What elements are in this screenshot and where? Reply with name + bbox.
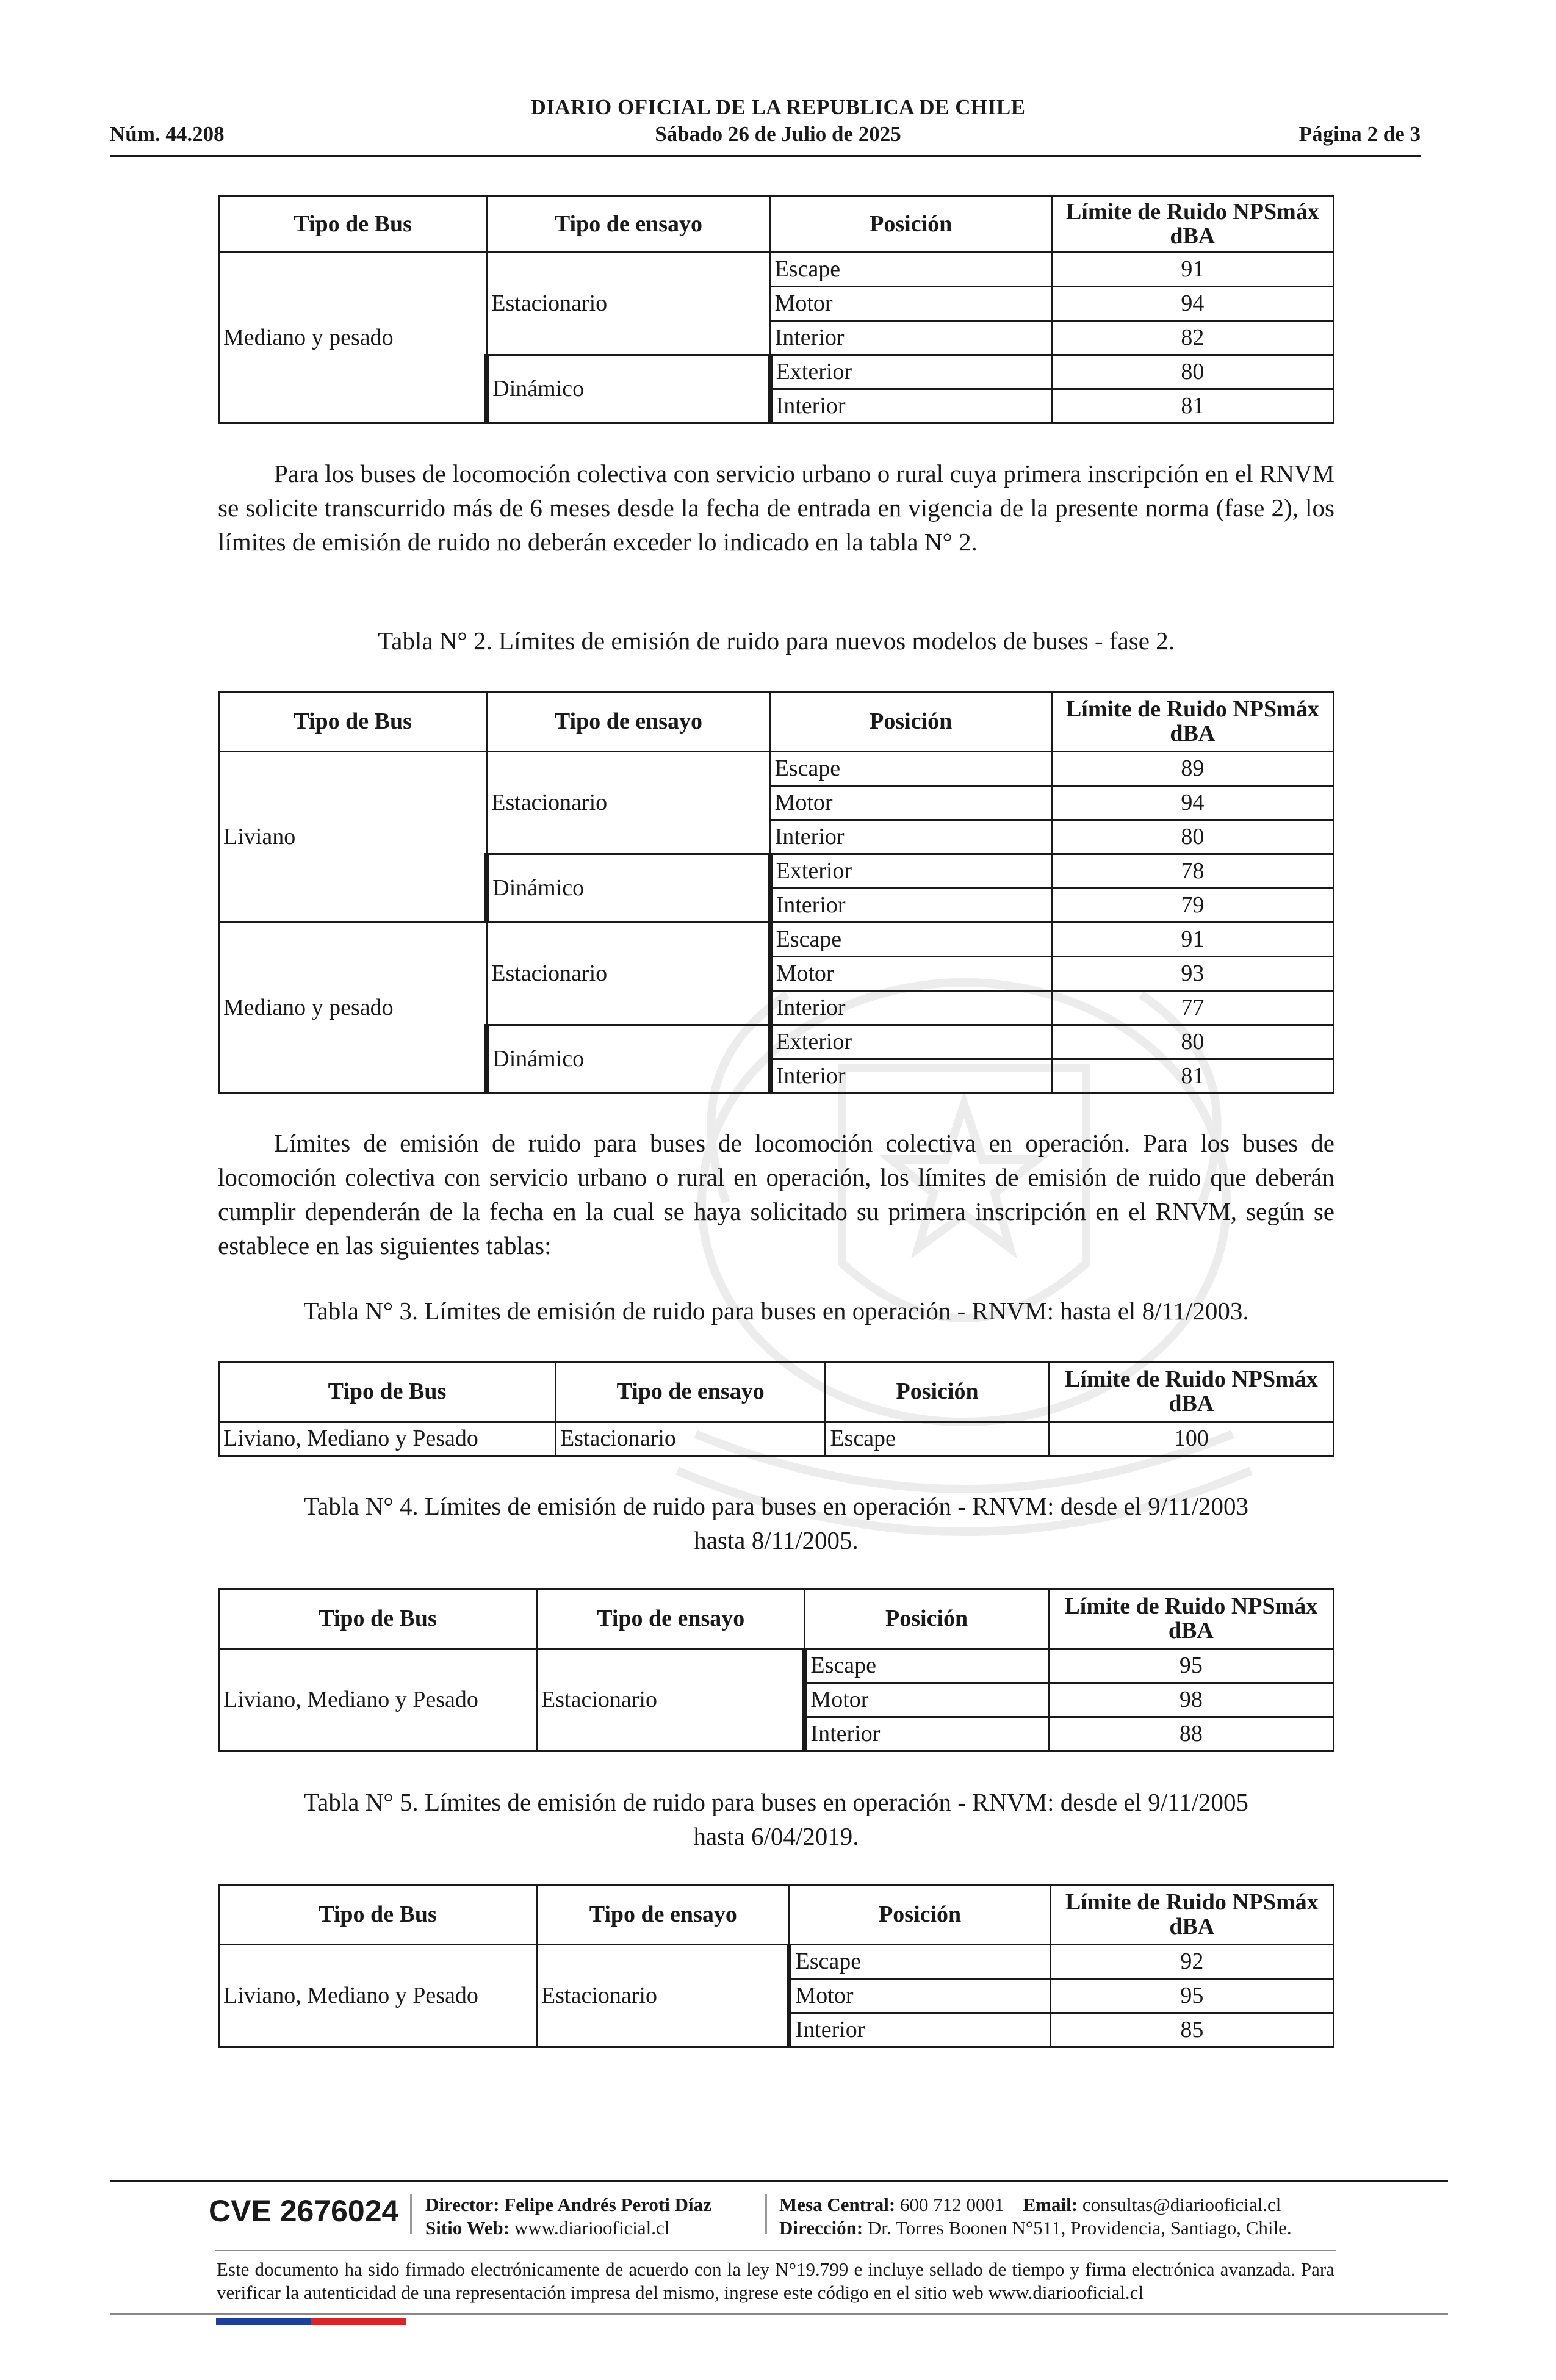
cell-bus-type: Liviano, Mediano y Pesado [219,1422,556,1456]
cell-limit: 93 [1051,957,1333,991]
table-4-caption: Tabla N° 4. Límites de emisión de ruido para buses en operación - RNVM: desde el 9/11/2003 hasta 8/11/2005. [303,1492,1248,1554]
footer-separator [765,2194,767,2234]
cell-position: Escape [826,1422,1049,1456]
issue-date: Sábado 26 de Julio de 2025 [655,122,901,146]
cell-limit: 94 [1051,786,1333,820]
cell-position: Exterior [770,854,1051,889]
table-1 [218,195,1334,424]
cell-position: Motor [770,786,1051,820]
col-posicion: Posición [770,197,1051,253]
cell-limit: 80 [1051,1025,1333,1059]
col-tipo-ensayo: Tipo de ensayo [487,692,770,752]
cell-bus-type: Liviano, Mediano y Pesado [219,1945,537,2047]
table-4 [218,1588,1334,1752]
cell-limit: 91 [1051,923,1333,957]
cve-code: CVE 2676024 [209,2194,399,2228]
newspaper-title: DIARIO OFICIAL DE LA REPUBLICA DE CHILE [530,95,1026,119]
cell-limit: 100 [1049,1422,1333,1456]
cell-bus-type: Liviano, Mediano y Pesado [219,1649,537,1751]
cell-test-type: Estacionario [537,1649,805,1751]
table-2-caption: Tabla N° 2. Límites de emisión de ruido para nuevos modelos de buses - fase 2. [378,627,1175,655]
cell-limit: 91 [1051,253,1333,287]
cell-test-type: Dinámico [487,355,770,424]
cell-test-type: Estacionario [487,752,770,854]
cell-position: Escape [790,1945,1050,1979]
cell-limit: 81 [1051,389,1333,424]
col-tipo-ensayo: Tipo de ensayo [487,197,770,253]
cell-test-type: Estacionario [537,1945,790,2047]
cell-test-type: Dinámico [487,854,770,923]
cell-position: Motor [770,957,1051,991]
cell-limit: 80 [1051,820,1333,854]
flag-stripe [216,2318,406,2325]
cell-limit: 82 [1051,321,1333,355]
cell-position: Escape [770,923,1051,957]
col-tipo-ensayo: Tipo de ensayo [537,1885,790,1945]
issue-number: Núm. 44.208 [110,122,225,146]
col-limite: Límite de Ruido NPSmáx dBA [1050,1885,1333,1945]
cell-limit: 92 [1050,1945,1333,1979]
cell-bus-type: Liviano [219,752,487,923]
paragraph-operacion: Límites de emisión de ruido para buses de locomoción colectiva en operación. Para los buses de locomoción colectiva con servicio urbano o rural en operación, los límites de emisión de ruido que deberán cumplir dependerán de la fecha en la cual se haya solicitado su primera inscripción en el RNVM, según se establece en las siguientes tablas: [218,1129,1334,1260]
paragraph-fase-2: Para los buses de locomoción colectiva con servicio urbano o rural cuya primera inscripción en el RNVM se solicite transcurrido más de 6 meses desde la fecha de entrada en vigencia de la presente norma (fase 2), los límites de emisión de ruido no deberán exceder lo indicado en la tabla N° 2. [218,460,1334,556]
cell-limit: 89 [1051,752,1333,786]
col-limite: Límite de Ruido NPSmáx dBA [1051,692,1333,752]
cell-limit: 88 [1048,1717,1333,1751]
cell-position: Motor [770,287,1051,321]
cell-limit: 80 [1051,355,1333,389]
cell-position: Exterior [770,355,1051,389]
footer-signature-note: Este documento ha sido firmado electrónicamente de acuerdo con la ley N°19.799 e incluye sellado de tiempo y firma electrónica avanzada. Para verificar la autenticidad de una representación impresa del mismo, ingrese este código en el sitio web www.diariooficial.cl [217,2259,1334,2303]
cell-position: Interior [770,820,1051,854]
cell-limit: 78 [1051,854,1333,889]
flag-red-stripe [311,2318,406,2325]
website-link[interactable]: www.diariooficial.cl [514,2217,670,2238]
col-posicion: Posición [790,1885,1050,1945]
footer-separator [410,2194,412,2234]
col-tipo-bus: Tipo de Bus [219,197,487,253]
footer-inner-divider [215,2250,1336,2251]
col-tipo-bus: Tipo de Bus [219,692,487,752]
table-3-caption: Tabla N° 3. Límites de emisión de ruido para buses en operación - RNVM: hasta el 8/11/2003. [303,1297,1249,1325]
col-posicion: Posición [805,1589,1048,1649]
col-tipo-bus: Tipo de Bus [219,1362,556,1422]
table-5-caption: Tabla N° 5. Límites de emisión de ruido para buses en operación - RNVM: desde el 9/11/2005 hasta 6/04/2019. [303,1788,1248,1850]
col-limite: Límite de Ruido NPSmáx dBA [1049,1362,1333,1422]
col-limite: Límite de Ruido NPSmáx dBA [1051,197,1333,253]
cell-limit: 95 [1050,1979,1333,2013]
flag-blue-stripe [216,2318,311,2325]
cell-position: Motor [790,1979,1050,2013]
col-limite: Límite de Ruido NPSmáx dBA [1048,1589,1333,1649]
cell-position: Exterior [770,1025,1051,1059]
table-5 [218,1884,1334,2048]
footer-director-block: Director: Felipe Andrés Peroti Díaz Sitio Web: www.diariooficial.cl [425,2194,711,2238]
footer-bottom-divider [110,2313,1448,2315]
cell-limit: 81 [1051,1059,1333,1094]
cell-position: Interior [770,889,1051,923]
cell-bus-type: Mediano y pesado [219,253,487,424]
col-tipo-ensayo: Tipo de ensayo [537,1589,805,1649]
email-link[interactable]: consultas@diariooficial.cl [1082,2194,1281,2215]
table-3 [218,1361,1334,1457]
cell-position: Escape [770,752,1051,786]
cell-position: Interior [790,2013,1050,2047]
page-number: Página 2 de 3 [1298,122,1421,146]
cell-position: Escape [770,253,1051,287]
col-posicion: Posición [826,1362,1049,1422]
header-divider [110,155,1421,157]
footer-divider [110,2180,1448,2182]
cell-position: Escape [805,1649,1048,1683]
cell-position: Interior [770,389,1051,424]
footer-contact-block: Mesa Central: 600 712 0001 Email: consultas@diariooficial.cl Dirección: Dr. Torres Boonen N°511, Providencia, Santiago, Chile. [779,2194,1292,2238]
cell-test-type: Estacionario [487,923,770,1025]
cell-test-type: Dinámico [487,1025,770,1094]
cell-position: Interior [770,321,1051,355]
cell-limit: 95 [1048,1649,1333,1683]
cell-position: Interior [770,991,1051,1025]
cell-position: Interior [770,1059,1051,1094]
col-tipo-bus: Tipo de Bus [219,1589,537,1649]
cell-test-type: Estacionario [487,253,770,355]
cell-position: Interior [805,1717,1048,1751]
table-2 [218,691,1334,1094]
col-tipo-bus: Tipo de Bus [219,1885,537,1945]
cell-test-type: Estacionario [555,1422,825,1456]
cell-limit: 77 [1051,991,1333,1025]
cell-limit: 79 [1051,889,1333,923]
cell-limit: 98 [1048,1683,1333,1717]
cell-position: Motor [805,1683,1048,1717]
cell-limit: 85 [1050,2013,1333,2047]
cell-limit: 94 [1051,287,1333,321]
col-tipo-ensayo: Tipo de ensayo [555,1362,825,1422]
col-posicion: Posición [770,692,1051,752]
cell-bus-type: Mediano y pesado [219,923,487,1094]
